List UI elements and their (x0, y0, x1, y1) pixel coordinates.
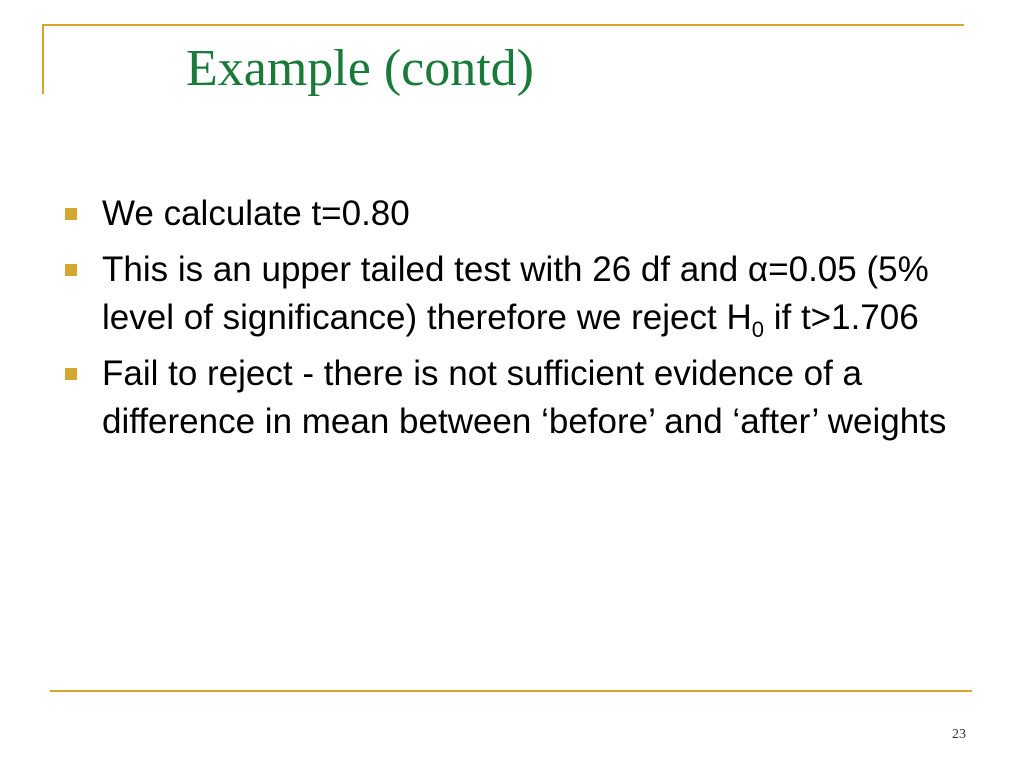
bullet-text: We calculate t=0.80 (102, 194, 410, 233)
bullet-item (62, 246, 972, 342)
page-number: 23 (952, 727, 966, 742)
square-bullet-icon (65, 208, 77, 220)
square-bullet-icon (65, 368, 77, 380)
frame-top-line (42, 24, 964, 26)
frame-left-line (42, 24, 44, 94)
square-bullet-icon (65, 264, 77, 276)
subscript: 0 (751, 317, 764, 342)
slide-title: Example (contd) (186, 40, 534, 97)
bullet-text-part: if t>1.706 (764, 298, 919, 337)
bullet-text: Fail to reject - there is not sufficient evidence of a difference in mean between ‘before’ and ‘after’ weights (102, 354, 947, 441)
bullet-item (62, 190, 972, 238)
bullet-text-part: This is an upper tailed test with 26 df and α=0.05 (5% level of significance) therefore we reject H (102, 250, 929, 337)
footer-line (50, 690, 972, 692)
bullet-item (62, 350, 972, 446)
bullet-list (62, 190, 972, 454)
